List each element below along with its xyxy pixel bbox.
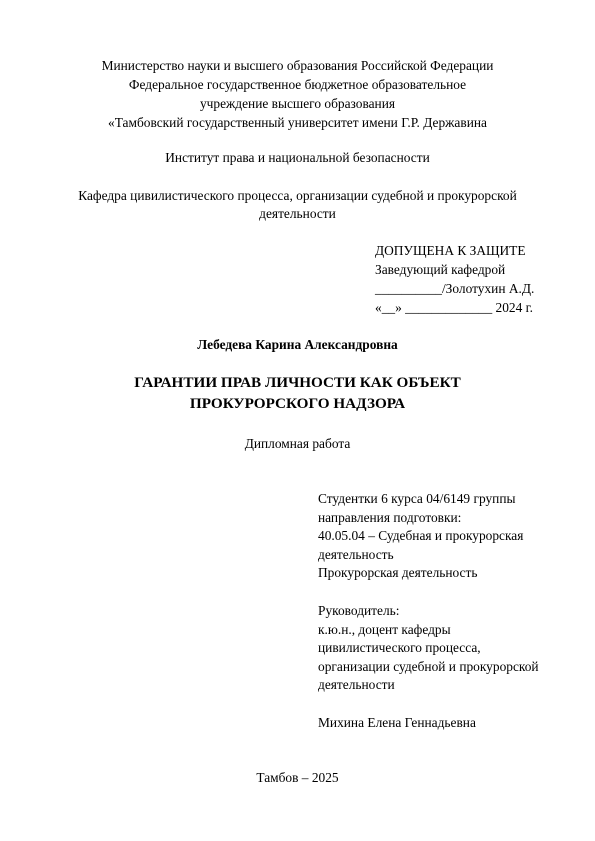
- author-name: Лебедева Карина Александровна: [197, 337, 398, 352]
- department-line-2: деятельности: [259, 206, 336, 221]
- institution-line-1: Федеральное государственное бюджетное образовательное: [128, 77, 467, 92]
- approval-admitted: ДОПУЩЕНА К ЗАЩИТЕ: [375, 243, 526, 258]
- institute-line: Институт права и национальной безопасности: [165, 150, 430, 165]
- title-line-1: ГАРАНТИИ ПРАВ ЛИЧНОСТИ КАК ОБЪЕКТ: [134, 374, 461, 391]
- university-line: «Тамбовский государственный университет имени Г.Р. Державина: [108, 115, 487, 130]
- work-type: Дипломная работа: [244, 436, 351, 451]
- ministry-line: Министерство науки и высшего образования Российской Федерации: [101, 58, 494, 73]
- student-info-line-3: 40.05.04 – Судебная и прокурорская: [318, 528, 524, 544]
- institution-line-2: учреждение высшего образования: [199, 96, 396, 111]
- title-line-2: ПРОКУРОРСКОГО НАДЗОРА: [189, 395, 406, 412]
- student-info-line-4: деятельность: [318, 546, 394, 562]
- approval-signature: __________/Золотухин А.Д.: [375, 281, 535, 296]
- student-info-line-1: Студентки 6 курса 04/6149 группы: [318, 491, 516, 506]
- department-line-1: Кафедра цивилистического процесса, организации судебной и прокурорской: [78, 188, 517, 203]
- city-year: Тамбов – 2025: [256, 770, 339, 785]
- supervisor-name: Михина Елена Геннадьевна: [318, 715, 476, 730]
- approval-date: «__» _____________ 2024 г.: [375, 300, 533, 315]
- supervisor-block: [318, 602, 539, 695]
- approval-block: [375, 241, 534, 317]
- student-info-line-5: Прокурорская деятельность: [318, 565, 478, 581]
- student-info-block: [318, 490, 523, 583]
- supervisor-line-3: организации судебной и прокурорской: [318, 658, 539, 674]
- supervisor-line-1: к.ю.н., доцент кафедры: [318, 621, 451, 637]
- student-info-line-2: направления подготовки:: [318, 509, 462, 525]
- supervisor-line-2: цивилистического процесса,: [318, 640, 481, 656]
- supervisor-line-4: деятельности: [318, 677, 395, 693]
- approval-head: Заведующий кафедрой: [375, 262, 506, 277]
- supervisor-label: Руководитель:: [318, 603, 400, 618]
